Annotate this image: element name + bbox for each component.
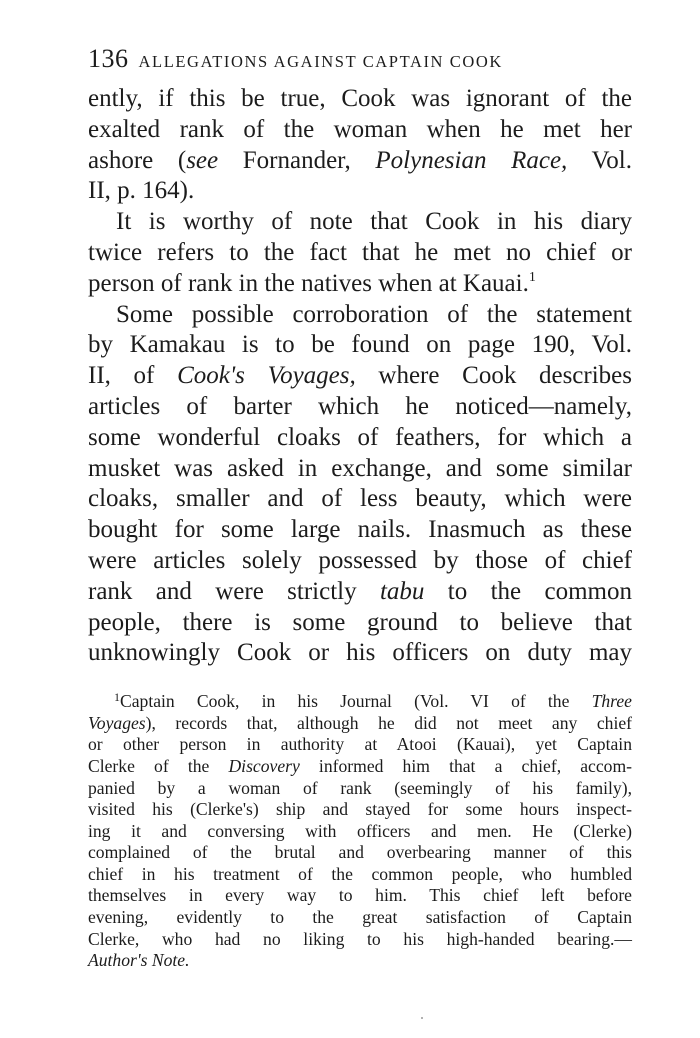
body-line: articles of barter which he noticed—namely, [88, 392, 632, 420]
footnote-line [88, 756, 632, 778]
body-line [88, 146, 632, 177]
italic-run: Polynesian Race, [375, 146, 568, 174]
text-run: Vol. [567, 146, 632, 174]
body-line [88, 269, 632, 300]
italic-run: Three [591, 691, 632, 712]
text-run: to the common [424, 577, 632, 605]
footnote-line: chief in his treatment of the common people, who humbled [88, 863, 632, 884]
italic-run: Author's Note. [88, 950, 190, 971]
body-line: bought for some large nails. Inasmuch as these [88, 516, 632, 544]
italic-run: Voyages [88, 712, 146, 733]
paper-speck [421, 1017, 423, 1019]
footnote-line: Clerke, who had no liking to his high-handed bearing.— [88, 928, 632, 949]
text-run: Captain Cook, in his Journal (Vol. VI of the [120, 691, 592, 712]
footnote-line: evening, evidently to the great satisfaction of Captain [88, 907, 632, 928]
text-run: rank and were strictly [88, 577, 380, 605]
italic-run: see [186, 146, 219, 174]
footnote-line [88, 950, 632, 972]
body-text [88, 84, 632, 669]
italic-run: Discovery [228, 755, 300, 776]
body-line: ently, if this be true, Cook was ignorant of the [88, 85, 632, 112]
running-head-title: ALLEGATIONS AGAINST CAPTAIN COOK [138, 52, 503, 71]
body-line [88, 361, 632, 392]
body-line: exalted rank of the woman when he met her [88, 115, 632, 143]
text-run: ashore ( [88, 146, 187, 174]
text-run: where Cook describes [355, 362, 632, 390]
body-line: Some possible corroboration of the statement [116, 300, 632, 328]
footnote [88, 691, 632, 972]
body-line: twice refers to the fact that he met no chief or [88, 238, 632, 266]
body-line: some wonderful cloaks of feathers, for which a [88, 423, 632, 451]
footnote-line [88, 691, 632, 713]
italic-run: Cook's Voyages, [177, 362, 356, 390]
body-line [88, 577, 632, 608]
body-line: It is worthy of note that Cook in his diary [116, 208, 632, 236]
book-page [88, 44, 632, 972]
footnote-line: complained of the brutal and overbearing manner of this [88, 842, 632, 863]
body-line: were articles solely possessed by those of chief [88, 546, 632, 574]
text-run: person of rank in the natives when at Kauai. [88, 269, 529, 297]
footnote-line: ing it and conversing with officers and men. He (Clerke) [88, 820, 632, 841]
body-line: musket was asked in exchange, and some similar [88, 454, 632, 482]
body-line: II, p. 164). [88, 177, 195, 205]
italic-run: tabu [379, 577, 425, 605]
footnote-line: or other person in authority at Atooi (Kauai), yet Captain [88, 734, 632, 755]
footnote-line: panied by a woman of rank (seemingly of his family), [88, 777, 632, 798]
body-line: people, there is some ground to believe that [88, 608, 632, 636]
text-run: Clerke of the [88, 755, 229, 776]
running-head [88, 44, 632, 84]
footnote-line [88, 713, 632, 735]
footnote-line: visited his (Clerke's) ship and stayed for some hours inspect- [88, 799, 632, 820]
text-run: informed him that a chief, accom- [299, 755, 632, 776]
text-run: Fornander, [218, 146, 376, 174]
footnote-line: themselves in every way to him. This chief left before [88, 885, 632, 906]
footnote-reference: 1 [528, 269, 536, 285]
body-line: unknowingly Cook or his officers on duty may [88, 639, 632, 667]
text-run: ), records that, although he did not meet any chief [145, 712, 632, 733]
body-line: by Kamakau is to be found on page 190, Vol. [88, 331, 632, 359]
body-line: cloaks, smaller and of less beauty, which were [88, 485, 632, 513]
text-run: II, of [88, 362, 178, 390]
page-number: 136 [88, 44, 129, 73]
footnote-marker: 1 [114, 690, 120, 705]
